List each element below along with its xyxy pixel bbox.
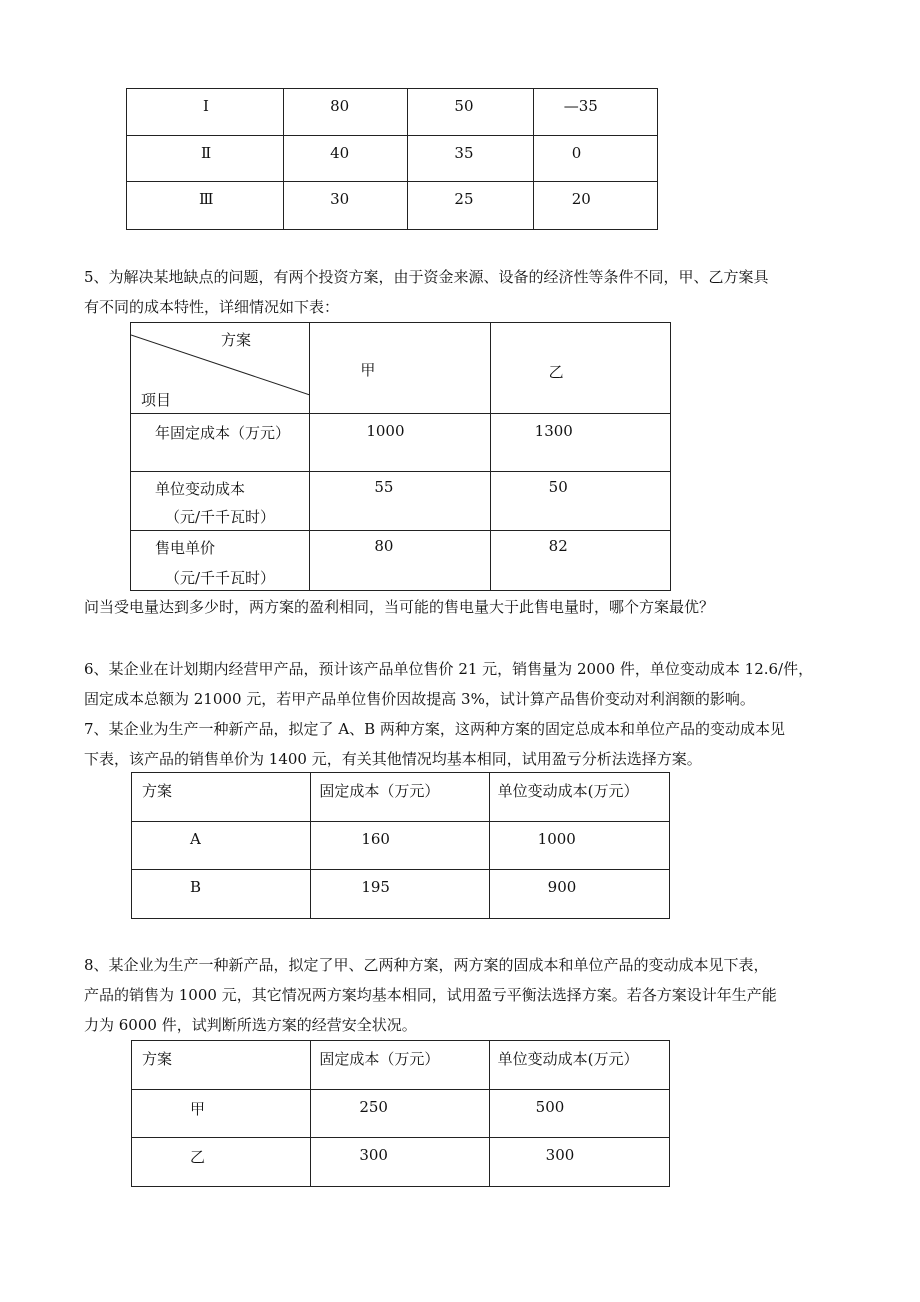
- row-label: 单位变动成本: [155, 480, 246, 498]
- table-row: [132, 1090, 670, 1138]
- table-cell: A: [190, 830, 201, 848]
- table-row: [127, 89, 658, 136]
- q7-line-2: 下表，该产品的销售单价为 1400 元，有关其他情况均基本相同，试用盈亏分析法选择方案。: [84, 750, 702, 768]
- table-cell: 30: [330, 190, 350, 208]
- table-row: [131, 323, 671, 414]
- q5-paragraph: [84, 262, 844, 322]
- row-unit: （元/千千瓦时）: [165, 569, 276, 587]
- table-row: [132, 822, 670, 870]
- table-row: [131, 472, 671, 531]
- table-cell: 250: [359, 1098, 388, 1116]
- table-cell: 80: [330, 97, 350, 115]
- row-label: 售电单价: [155, 539, 216, 557]
- q5-line-2: 有不同的成本特性，详细情况如下表：: [84, 298, 340, 316]
- table-cell: Ⅲ: [199, 190, 214, 208]
- table-cell: Ⅰ: [203, 97, 209, 115]
- q6-line-1: 6、某企业在计划期内经营甲产品，预计该产品单位售价 21 元，销售量为 2000 件，单位变动成本 12.6/件，: [84, 660, 814, 678]
- table-cell: 40: [330, 144, 350, 162]
- corner-top-label: 方案: [221, 331, 252, 349]
- q5-line-1: 5、为解决某地缺点的问题，有两个投资方案，由于资金来源、设备的经济性等条件不同，甲、乙方案具: [84, 268, 769, 286]
- table-cell: 300: [359, 1146, 388, 1164]
- table-cell: 25: [454, 190, 474, 208]
- table-cell: 35: [454, 144, 474, 162]
- table-cell: 1000: [366, 422, 405, 440]
- row-label: 年固定成本（万元）: [155, 424, 291, 442]
- table-cell: 50: [454, 97, 474, 115]
- table-header: 方案: [142, 782, 173, 800]
- table-header: 单位变动成本(万元）: [497, 1050, 639, 1068]
- table-row: [127, 182, 658, 230]
- table-cell: 1300: [534, 422, 573, 440]
- table-cell: 0: [571, 144, 582, 162]
- q6-paragraph: [84, 654, 844, 714]
- q8-table: [131, 1040, 670, 1187]
- table-cell: 160: [361, 830, 390, 848]
- table-cell: 195: [361, 878, 390, 896]
- table-cell: 500: [535, 1098, 565, 1116]
- table-row: [127, 136, 658, 182]
- table-cell: 900: [547, 878, 577, 896]
- q7-line-1: 7、某企业为生产一种新产品，拟定了 A、B 两种方案，这两种方案的固定总成本和单位产品的变动成本见: [84, 720, 785, 738]
- q8-line-1: 8、某企业为生产一种新产品，拟定了甲、乙两种方案，两方案的固成本和单位产品的变动成本见下表，: [84, 956, 769, 974]
- table-row: [131, 531, 671, 591]
- q5-table: [130, 322, 671, 591]
- table-cell: 20: [571, 190, 591, 208]
- q8-line-3: 力为 6000 件，试判断所选方案的经营安全状况。: [84, 1016, 417, 1034]
- column-header-jia: 甲: [360, 361, 376, 379]
- table-row: [132, 773, 670, 822]
- table-row: [131, 414, 671, 472]
- table-cell: 55: [374, 478, 394, 496]
- q5-question-text: 问当受电量达到多少时，两方案的盈利相同，当可能的售电量大于此售电量时，哪个方案最优？: [84, 598, 715, 616]
- table-cell: 50: [548, 478, 568, 496]
- table-cell: —35: [563, 97, 598, 115]
- q8-line-2: 产品的销售为 1000 元，其它情况两方案均基本相同，试用盈亏平衡法选择方案。若各方案设计年生产能: [84, 986, 777, 1004]
- table-cell: 1000: [537, 830, 576, 848]
- table-cell: 80: [374, 537, 394, 555]
- table-header: 方案: [142, 1050, 173, 1068]
- table-row: [132, 1138, 670, 1187]
- column-header-yi: 乙: [548, 363, 564, 381]
- table-header: 固定成本（万元）: [319, 782, 440, 800]
- table-cell: 乙: [190, 1148, 206, 1166]
- table-header: 固定成本（万元）: [319, 1050, 440, 1068]
- table-1: [126, 88, 658, 230]
- table-cell: 300: [545, 1146, 575, 1164]
- q5-question: [84, 592, 844, 622]
- row-unit: （元/千千瓦时）: [165, 508, 276, 526]
- table-cell: B: [190, 878, 202, 896]
- table-row: [132, 870, 670, 919]
- q6-line-2: 固定成本总额为 21000 元，若甲产品单位售价因故提高 3%，试计算产品售价变动对利润额的影响。: [84, 690, 755, 708]
- table-row: [132, 1041, 670, 1090]
- table-cell: Ⅱ: [201, 144, 212, 162]
- q7-paragraph: [84, 714, 844, 774]
- q7-table: [131, 772, 670, 919]
- table-cell: 82: [548, 537, 568, 555]
- table-header: 单位变动成本(万元）: [497, 782, 639, 800]
- table-cell: 甲: [190, 1100, 206, 1118]
- q8-paragraph: [84, 950, 844, 1040]
- diagonal-header-cell: [131, 323, 310, 414]
- corner-bottom-label: 项目: [141, 391, 172, 409]
